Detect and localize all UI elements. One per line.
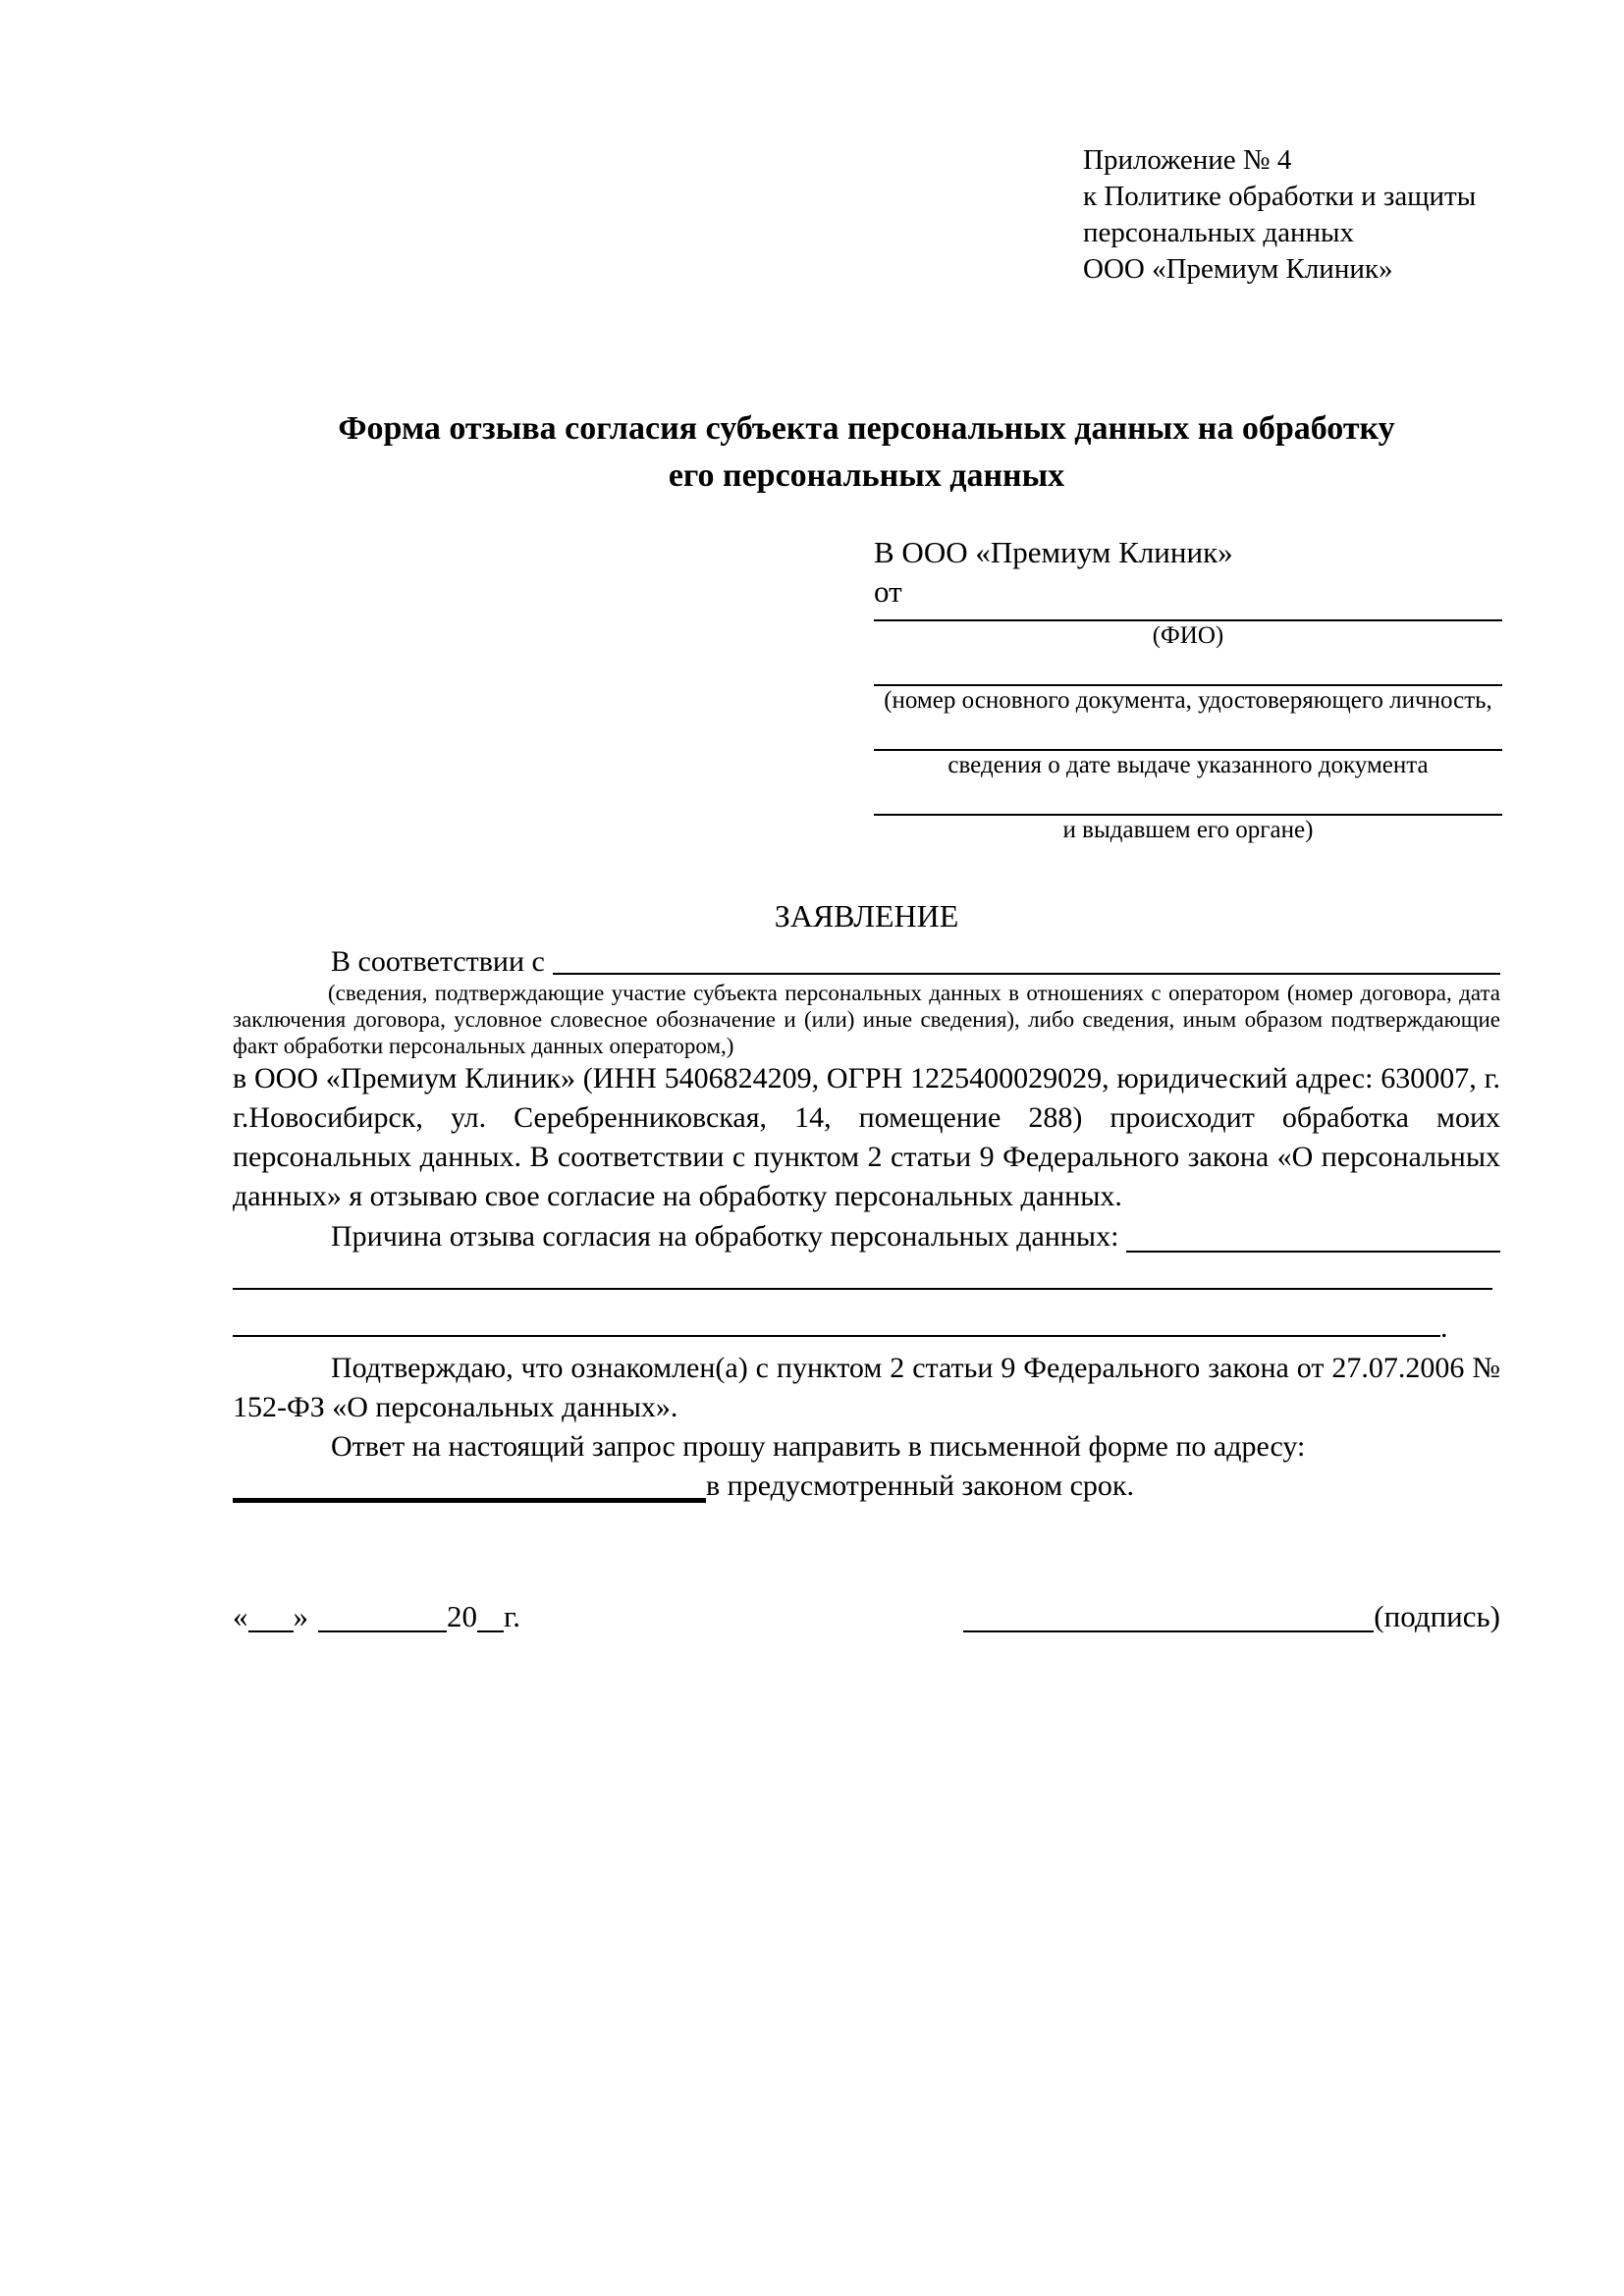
date-group [233, 1596, 520, 1637]
reason-blank-line-2[interactable] [233, 1288, 1492, 1290]
recipient-from: от [874, 574, 902, 609]
fio-blank-line[interactable] [874, 612, 1502, 621]
open-quote: « [233, 1599, 248, 1633]
reason-blank-line-1[interactable] [1126, 1251, 1500, 1253]
statement-body: в ООО «Премиум Клиник» (ИНН 5406824209, ОГРН 1225400029029, юридический адрес: 630007, г. г.Новосибирск, ул. Серебренниковская, 14, помещение 288) происходит обработка моих персональных данных. В соответствии с пунктом 2 статьи 9 Федерального закона «О персональных данных» я отзываю свое согласие на обработку персональных данных. [233, 1062, 1500, 1212]
month-blank-line[interactable] [318, 1630, 447, 1632]
issuing-authority-caption: и выдавшем его органе) [1062, 817, 1314, 843]
appendix-header [1083, 142, 1624, 288]
issue-date-blank-line[interactable] [874, 723, 1502, 751]
appendix-line: Приложение № 4 [1083, 144, 1292, 176]
document-title-line: его персональных данных [668, 457, 1065, 494]
statement-footnote: (сведения, подтверждающие участие субъекта персональных данных в отношениях с оператором (номер договора, дата заключения договора, условное словесное обозначение и (или) иные сведения), либо сведения, иным образом подтверждающие факт обработки персональных данных оператором,) [233, 981, 1500, 1058]
recipient-to: В ООО «Премиум Клиник» [874, 535, 1233, 569]
issue-date-caption: сведения о дате выдаче указанного документа [947, 752, 1429, 778]
address-blank-line[interactable] [233, 1498, 706, 1503]
reason-label: Причина отзыва согласия на обработку персональных данных: [331, 1220, 1119, 1253]
reply-request-paragraph: Ответ на настоящий запрос прошу направить в письменной форме по адресу: [331, 1430, 1306, 1463]
close-quote: » [293, 1599, 308, 1633]
signature-caption: (подпись) [1374, 1599, 1500, 1633]
basis-blank-line[interactable] [553, 973, 1500, 975]
document-title-line: Форма отзыва согласия субъекта персональных данных на обработку [338, 410, 1395, 447]
signature-group [963, 1596, 1500, 1637]
issuing-authority-field [874, 788, 1502, 845]
signature-blank-line[interactable] [963, 1630, 1374, 1632]
signoff-row [233, 1596, 1500, 1637]
day-blank-line[interactable] [248, 1630, 294, 1632]
address-row [233, 1467, 1500, 1506]
reason-row [233, 1216, 1500, 1257]
fio-field [874, 612, 1502, 651]
appendix-line: ООО «Премиум Клиник» [1083, 253, 1393, 285]
document-number-field [874, 659, 1502, 716]
issue-date-field [874, 723, 1502, 780]
appendix-line: персональных данных [1083, 217, 1355, 248]
document-title [233, 405, 1500, 500]
document-number-caption: (номер основного документа, удостоверяющего личность, [884, 687, 1492, 714]
statement-heading: ЗАЯВЛЕНИЕ [774, 898, 959, 934]
issuing-authority-blank-line[interactable] [874, 788, 1502, 816]
statement-intro-row [233, 944, 1500, 980]
reply-suffix: в предусмотренный законом срок. [706, 1469, 1134, 1502]
year-prefix: 20 [447, 1599, 477, 1633]
reason-blank-line-3[interactable] [233, 1335, 1440, 1337]
year-suffix: г. [504, 1599, 520, 1633]
reason-blank-row-3 [233, 1311, 1500, 1344]
fio-caption: (ФИО) [1152, 622, 1224, 649]
intro-label: В соответствии с [331, 945, 545, 978]
year-blank-line[interactable] [477, 1630, 504, 1632]
appendix-line: к Политике обработки и защиты [1083, 181, 1477, 212]
document-number-blank-line[interactable] [874, 659, 1502, 686]
confirmation-paragraph: Подтверждаю, что ознакомлен(а) с пунктом 2 статьи 9 Федерального закона от 27.07.2006 № 152-ФЗ «О персональных данных». [233, 1352, 1500, 1423]
recipient-block [874, 533, 1502, 845]
reason-period: . [1440, 1311, 1448, 1344]
